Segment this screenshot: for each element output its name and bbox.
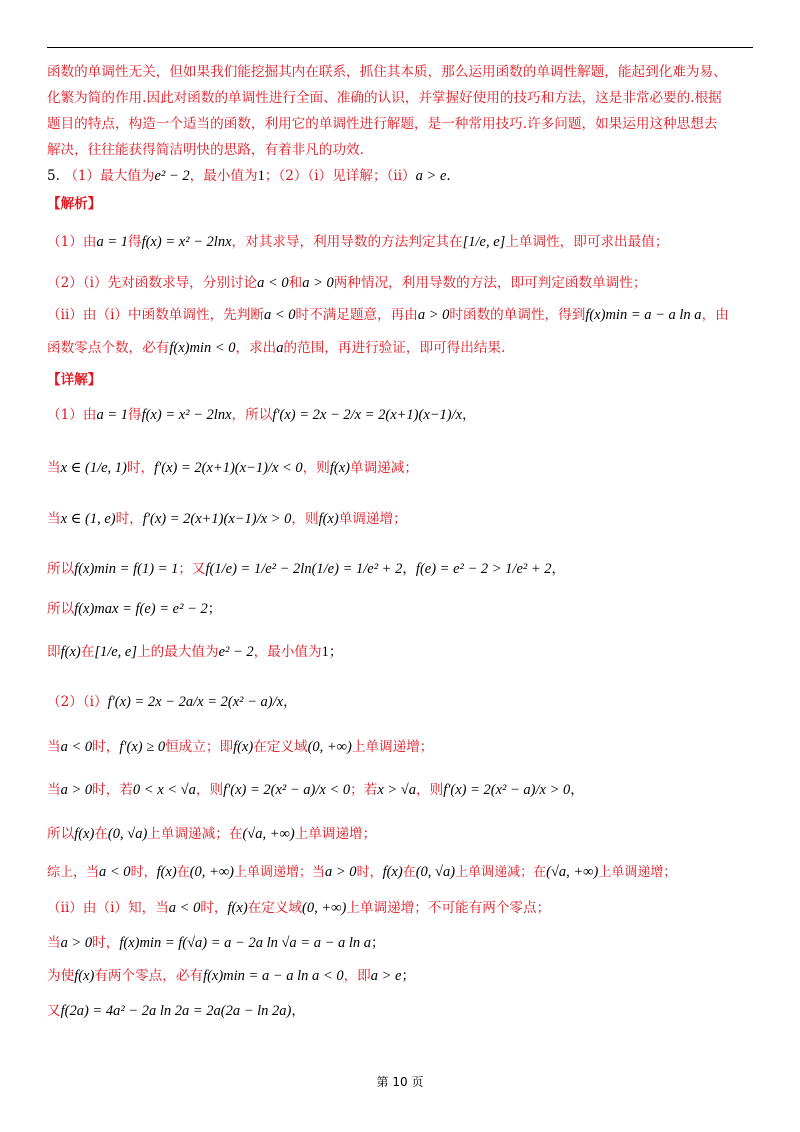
math: (0, √a) bbox=[107, 826, 148, 842]
text: 综上，当 bbox=[47, 865, 100, 880]
text: 所以 bbox=[47, 561, 75, 577]
math: f(x) bbox=[74, 826, 95, 842]
math: f′(x) = 2(x+1)(x−1)/x < 0 bbox=[154, 460, 303, 476]
answer-text: ，最小值为 bbox=[189, 168, 258, 184]
text: 时，若 bbox=[92, 782, 133, 798]
math: f′(x) = 2x − 2/x = 2(x+1)(x−1)/x bbox=[272, 407, 463, 423]
math: f′(x) = 2(x² − a)/x < 0 bbox=[223, 782, 351, 798]
math: (0, +∞) bbox=[307, 739, 352, 755]
math: 1 bbox=[321, 644, 329, 660]
math: a = 1 bbox=[96, 407, 128, 423]
text: 在 bbox=[94, 826, 108, 842]
text: 在定义域 bbox=[247, 900, 303, 916]
text: ，所以 bbox=[231, 407, 273, 423]
intro-line-4: 解决，往往能获得简洁明快的思路，有着非凡的功效. bbox=[47, 142, 364, 158]
text: 时， bbox=[356, 865, 383, 880]
math: f(x) bbox=[318, 511, 339, 527]
text: 在 bbox=[402, 865, 416, 880]
analysis-line-3 bbox=[47, 305, 729, 325]
text: ，最小值为 bbox=[253, 644, 322, 660]
math: a > e bbox=[370, 968, 402, 984]
math: f(x) = x² − 2lnx bbox=[141, 234, 232, 250]
math: a > 0 bbox=[302, 275, 334, 291]
text: 时， bbox=[130, 865, 157, 880]
text: 当 bbox=[47, 782, 61, 798]
math: f(x)min = a − a ln a < 0 bbox=[203, 968, 344, 984]
text: 当 bbox=[47, 739, 61, 755]
math: a < 0 bbox=[263, 307, 296, 323]
text: 单调递增； bbox=[338, 511, 407, 527]
solution-line-10 bbox=[47, 824, 376, 844]
math: a bbox=[276, 340, 284, 356]
intro-line-3: 题目的特点，构造一个适当的函数，利用它的单调性进行解题，是一种常用技巧.许多问题，如果运用这种思想去 bbox=[47, 116, 718, 132]
text: ；若 bbox=[350, 782, 378, 798]
answer-period: . bbox=[446, 168, 451, 184]
solution-line-5 bbox=[47, 599, 221, 619]
math: f′(x) = 2(x+1)(x−1)/x > 0 bbox=[142, 511, 292, 527]
text: ， bbox=[551, 561, 566, 577]
math: f(2a) = 4a² − 2a ln 2a = 2a(2a − ln 2a) bbox=[60, 1003, 292, 1019]
text: 在 bbox=[176, 865, 190, 880]
text: ；又 bbox=[178, 561, 206, 577]
text: 时， bbox=[200, 900, 228, 916]
text: ， bbox=[402, 561, 416, 577]
solution-line-8 bbox=[47, 737, 433, 757]
text: ， bbox=[462, 407, 476, 423]
answer-line bbox=[47, 166, 451, 186]
math: a < 0 bbox=[168, 900, 201, 916]
text: 上单调递减；在 bbox=[455, 865, 547, 880]
solution-line-11 bbox=[47, 862, 676, 883]
question-number: 5. bbox=[47, 168, 60, 184]
math: a > 0 bbox=[60, 935, 93, 951]
solution-line-12 bbox=[47, 898, 550, 918]
text: 恒成立；即 bbox=[165, 739, 234, 755]
math: a > 0 bbox=[60, 782, 93, 798]
math: (0, +∞) bbox=[302, 900, 347, 916]
text: 上单调递增；不可能有两个零点； bbox=[346, 900, 551, 916]
text: 为使 bbox=[47, 968, 75, 984]
text: 得 bbox=[127, 234, 142, 250]
math: f(x) bbox=[233, 739, 254, 755]
intro-line-2: 化繁为简的作用.因此对函数的单调性进行全面、准确的认识，并掌握好使用的技巧和方法，这是非常必要的.根据 bbox=[47, 90, 722, 106]
math: a < 0 bbox=[60, 739, 93, 755]
answer-condition: a > e bbox=[415, 168, 447, 184]
text: 时函数的单调性，得到 bbox=[449, 307, 586, 323]
text: 上单调递增； bbox=[294, 826, 377, 842]
solution-line-2 bbox=[47, 458, 418, 478]
math: x > √a bbox=[377, 782, 417, 798]
text: 函数零点个数，必有 bbox=[47, 340, 170, 356]
math: x ∈ (1/e, 1) bbox=[60, 460, 127, 476]
math: f′(x) = 2x − 2a/x = 2(x² − a)/x bbox=[107, 694, 284, 710]
text: 所以 bbox=[47, 826, 75, 842]
text: 上单调递增； bbox=[351, 739, 434, 755]
answer-min: 1 bbox=[257, 168, 265, 184]
math: f(x)max = f(e) = e² − 2 bbox=[74, 601, 208, 617]
text: ，则 bbox=[195, 782, 224, 798]
analysis-line-4 bbox=[47, 338, 505, 358]
text: 时， bbox=[92, 739, 120, 755]
math: [1/e, e] bbox=[462, 234, 506, 250]
text: 时， bbox=[92, 935, 120, 951]
math: f′(x) = 2(x² − a)/x > 0 bbox=[443, 782, 571, 798]
math: (√a, +∞) bbox=[242, 826, 295, 842]
analysis-line-2 bbox=[47, 273, 646, 293]
solution-line-4 bbox=[47, 559, 565, 579]
math: 0 < x < √a bbox=[132, 782, 196, 798]
text: ，则 bbox=[291, 511, 319, 527]
text: 上单调性，即可求出最值； bbox=[505, 234, 669, 250]
solution-line-6 bbox=[47, 642, 342, 662]
text: ， bbox=[291, 1003, 305, 1019]
text: ，即 bbox=[343, 968, 371, 984]
text: 和 bbox=[288, 275, 303, 291]
text: 得 bbox=[127, 407, 142, 423]
math: a > 0 bbox=[325, 864, 357, 880]
solution-line-3 bbox=[47, 509, 407, 529]
math: a < 0 bbox=[257, 275, 289, 291]
math: (√a, +∞) bbox=[546, 864, 599, 880]
solution-line-7 bbox=[47, 692, 297, 712]
math: f(x)min = a − a ln a bbox=[585, 307, 702, 323]
text: （ii）由（i）知，当 bbox=[47, 900, 169, 916]
math: f(e) = e² − 2 > 1/e² + 2 bbox=[415, 561, 552, 577]
text: （2）（i）先对函数求导，分别讨论 bbox=[47, 275, 258, 291]
math: (0, √a) bbox=[415, 864, 456, 880]
answer-max: e² − 2 bbox=[154, 168, 190, 184]
text: ，则 bbox=[302, 460, 330, 476]
text: 上的最大值为 bbox=[137, 644, 219, 660]
text: ； bbox=[401, 968, 416, 984]
analysis-heading: 【解析】 bbox=[47, 196, 102, 212]
solution-line-1 bbox=[47, 405, 476, 425]
math: (0, +∞) bbox=[189, 864, 234, 880]
text: ，则 bbox=[416, 782, 444, 798]
text: （1）由 bbox=[47, 234, 97, 250]
math: f(x) bbox=[382, 864, 403, 880]
text: ，求出 bbox=[235, 340, 277, 356]
text: 时， bbox=[115, 511, 143, 527]
text: ，对其求导，利用导数的方法判定其在 bbox=[231, 234, 463, 250]
math: f(x) bbox=[227, 900, 248, 916]
text: 两种情况，利用导数的方法，即可判定函数单调性； bbox=[333, 275, 647, 291]
solution-line-9 bbox=[47, 780, 584, 800]
text: 在 bbox=[80, 644, 95, 660]
math: f(1/e) = 1/e² − 2ln(1/e) = 1/e² + 2 bbox=[205, 561, 403, 577]
math: a < 0 bbox=[99, 864, 131, 880]
text: （1）由 bbox=[47, 407, 97, 423]
answer-text: （1）最大值为 bbox=[64, 168, 155, 184]
text: ， bbox=[283, 694, 297, 710]
math: x ∈ (1, e) bbox=[60, 511, 116, 527]
intro-line-1: 函数的单调性无关，但如果我们能挖掘其内在联系，抓住其本质，那么运用函数的单调性解题，能起到化难为易、 bbox=[47, 64, 727, 80]
text: 当 bbox=[47, 511, 61, 527]
math: f(x)min = f(√a) = a − 2a ln √a = a − a ln a bbox=[119, 935, 372, 951]
text: 所以 bbox=[47, 601, 75, 617]
math: f′(x) ≥ 0 bbox=[119, 739, 166, 755]
text: 即 bbox=[47, 644, 61, 660]
math: f(x) bbox=[156, 864, 177, 880]
math: f(x)min = f(1) = 1 bbox=[74, 561, 179, 577]
solution-line-13 bbox=[47, 933, 385, 953]
text: 的范围，再进行验证，即可得出结果. bbox=[283, 340, 506, 356]
math: f(x)min < 0 bbox=[169, 340, 236, 356]
text: （2）（i） bbox=[47, 694, 108, 710]
analysis-line-1 bbox=[47, 232, 668, 252]
page-number: 第 10 页 bbox=[376, 1075, 424, 1089]
text: （ii）由（i）中函数单调性，先判断 bbox=[47, 307, 264, 323]
math: f(x) bbox=[60, 644, 81, 660]
text: ，由 bbox=[701, 307, 729, 323]
text: 有两个零点，必有 bbox=[94, 968, 204, 984]
solution-line-14 bbox=[47, 966, 415, 986]
text: 又 bbox=[47, 1003, 61, 1019]
solution-line-15 bbox=[47, 1001, 305, 1021]
math: a = 1 bbox=[96, 234, 128, 250]
math: f(x) bbox=[329, 460, 350, 476]
math: f(x) bbox=[74, 968, 95, 984]
math: f(x) = x² − 2lnx bbox=[141, 407, 232, 423]
text: 上单调递增；当 bbox=[234, 865, 326, 880]
header-rule bbox=[47, 47, 753, 48]
text: ； bbox=[207, 601, 222, 617]
answer-text: ；（2）（i）见详解；（ii） bbox=[264, 168, 416, 184]
text: ， bbox=[570, 782, 584, 798]
text: 当 bbox=[47, 460, 61, 476]
text: 在定义域 bbox=[253, 739, 308, 755]
math: a > 0 bbox=[417, 307, 450, 323]
math: e² − 2 bbox=[218, 644, 254, 660]
text: 上单调递增； bbox=[598, 865, 677, 880]
text: 上单调递减；在 bbox=[147, 826, 243, 842]
math: [1/e, e] bbox=[94, 644, 137, 660]
text: ； bbox=[328, 644, 343, 660]
text: 时， bbox=[126, 460, 155, 476]
text: 时不满足题意，再由 bbox=[295, 307, 418, 323]
solution-heading: 【详解】 bbox=[47, 372, 102, 388]
text: ； bbox=[371, 935, 385, 951]
text: 当 bbox=[47, 935, 61, 951]
text: 单调递减； bbox=[349, 460, 418, 476]
